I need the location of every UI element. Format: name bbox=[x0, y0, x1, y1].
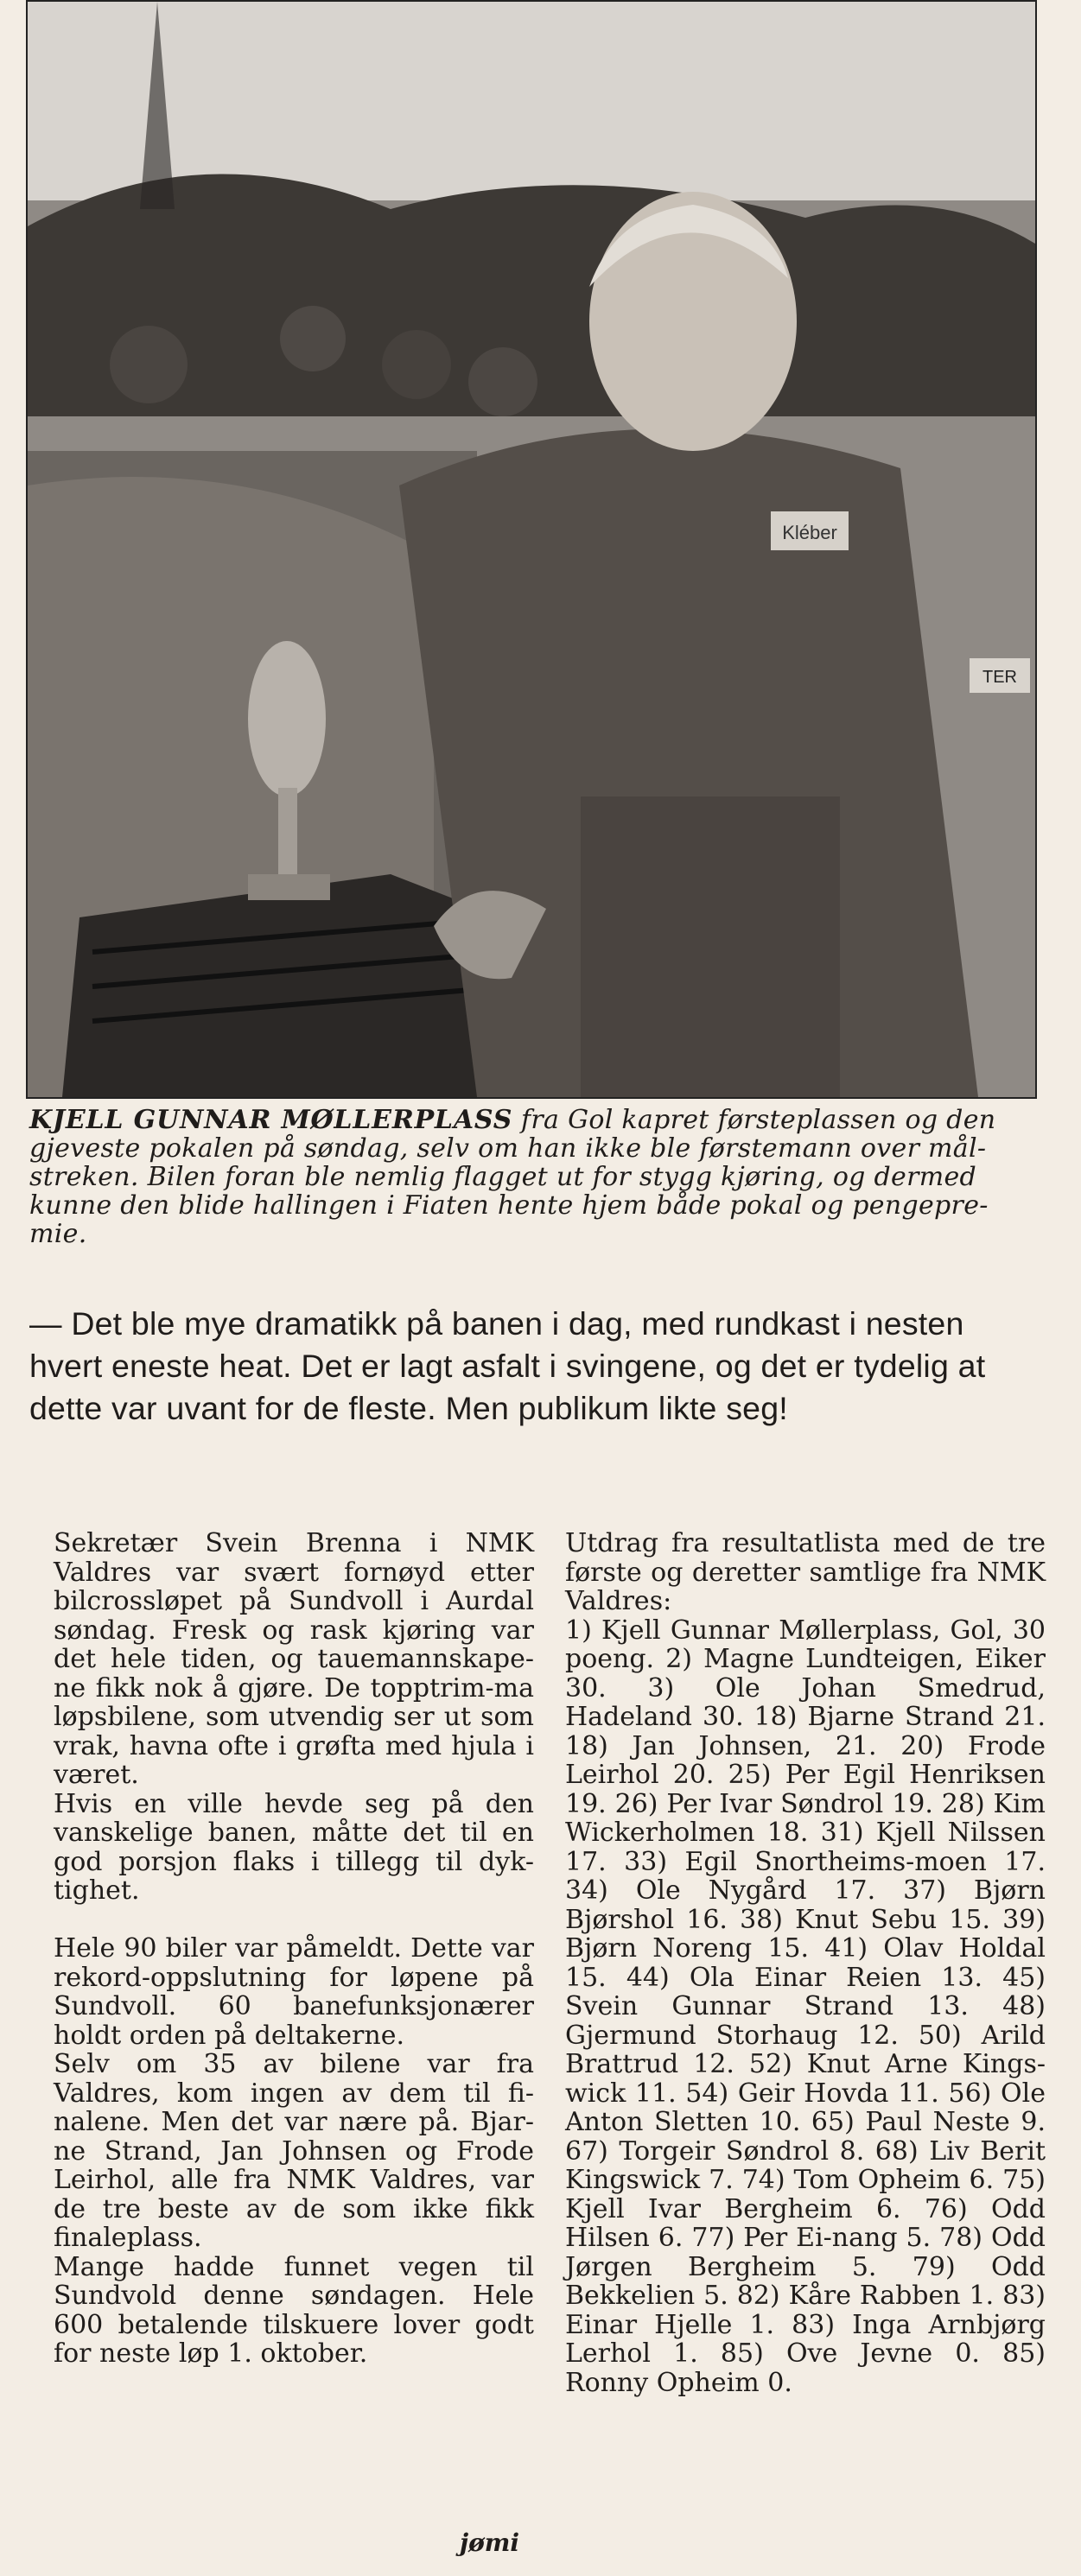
caption-text: fra Gol kapret førsteplassen og den gjeveste pokalen på søndag, selv om han ikke ble førstemann over mål-streken. Bilen foran ble nemlig flagget ut for stygg kjøring, og dermed kunne den blide hallingen i Fiaten hente hjem både pokal og pengepre-mie. bbox=[29, 1105, 996, 1249]
article-left-column: Sekretær Svein Brenna i NMK Valdres var svært fornøyd etter bilcrossløpet på Sundvoll i Aurdal søndag. Fresk og rask kjøring var det hele tiden, og tauemannskape-ne fikk nok å gjøre. De topptrim-ma løpsbilene, som utvendig ser ut som vrak, havna ofte i grøfta med hjula i været. Hvis en ville hevde seg på den vanskelige banen, måtte det til en god porsjon flaks i tillegg til dyk-tighet. Hele 90 biler var påmeldt. Dette var rekord-oppslutning for løpene på Sundvoll. 60 banefunksjonærer holdt orden på deltakerne. Selv om 35 av bilene var fra Valdres, kom ingen av dem til fi-nalene. Men det var nære på. Bjar-ne Strand, Jan Johnsen og Frode Leirhol, alle fra NMK Valdres, var de tre beste av de som ikke fikk finaleplass. Mange hadde funnet vegen til Sundvold denne søndagen. Hele 600 betalende tilskuere lover godt for neste løp 1. oktober. bbox=[54, 1528, 534, 2369]
jacket-badge-text: Kléber bbox=[782, 522, 837, 543]
caption-lead: KJELL GUNNAR MØLLERPLASS bbox=[29, 1105, 513, 1135]
photo-caption bbox=[29, 1106, 1032, 1248]
press-photo bbox=[26, 0, 1037, 1099]
results-right-column: Utdrag fra resultatlista med de tre første og deretter samtlige fra NMK Valdres: 1) Kjell Gunnar Møllerplass, Gol, 30 poeng. 2) Magne Lundteigen, Eiker 30. 3) Ole Johan Smedrud, Hadeland 30. 18) Bjarne Strand 21. 18) Jan Johnsen, 21. 20) Frode Leirhol 20. 25) Per Egil Henriksen 19. 26) Per Ivar Søndrol 19. 28) Kim Wickerholmen 18. 31) Kjell Nilssen 17. 33) Egil Snortheims-moen 17. 34) Ole Nygård 17. 37) Bjørn Bjørshol 16. 38) Knut Sebu 15. 39) Bjørn Noreng 15. 41) Olav Holdal 15. 44) Ola Einar Reien 13. 45) Svein Gunnar Strand 13. 48) Gjermund Storhaug 12. 50) Arild Brattrud 12. 52) Knut Arne Kings-wick 11. 54) Geir Hovda 11. 56) Ole Anton Sletten 10. 65) Paul Neste 9. 67) Torgeir Søndrol 8. 68) Liv Berit Kingswick 7. 74) Tom Opheim 6. 75) Kjell Ivar Bergheim 6. 76) Odd Hilsen 6. 77) Per Ei-nang 5. 78) Odd Jørgen Bergheim 5. 79) Odd Bekkelien 5. 82) Kåre Rabben 1. 83) Einar Hjelle 1. 83) Inga Arnbjørg Lerhol 1. 85) Ove Jevne 0. 85) Ronny Opheim 0. bbox=[565, 1528, 1046, 2398]
intro-quote: — Det ble mye dramatikk på banen i dag, med rundkast i nesten hvert eneste heat. Det er lagt asfalt i svingene, og det er tydelig at dette var uvant for de fleste. Men publikum likte seg! bbox=[29, 1305, 986, 1426]
car-plate-text: TER bbox=[982, 668, 1017, 687]
photo-illustration bbox=[28, 2, 1035, 1097]
author-signature: jømi bbox=[460, 2528, 520, 2557]
